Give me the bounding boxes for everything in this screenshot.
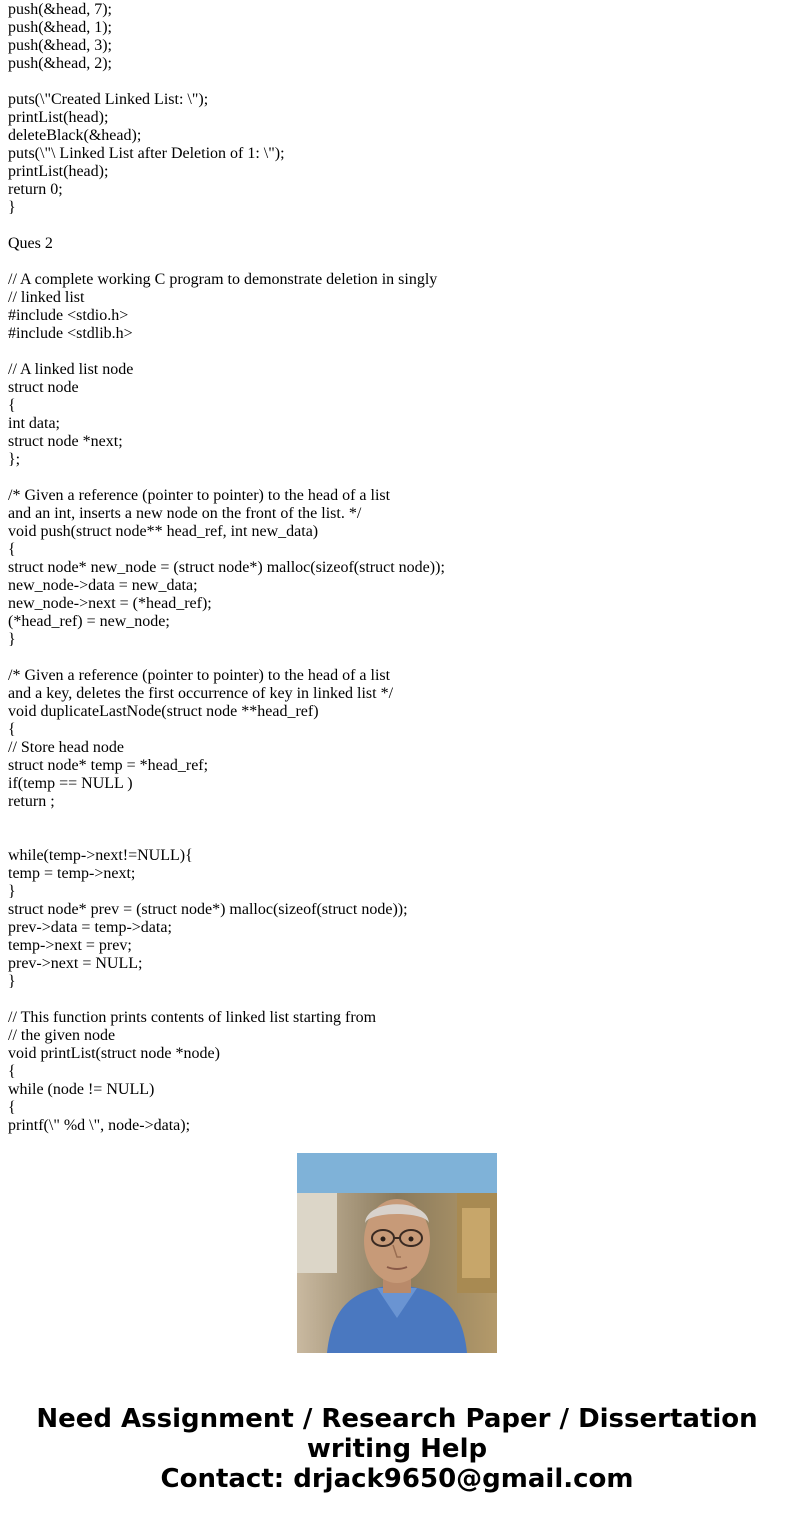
code-line [8, 991, 788, 1009]
code-line [8, 649, 788, 667]
code-line: while (node != NULL) [8, 1081, 155, 1098]
code-line: void duplicateLastNode(struct node **head_ref) [8, 703, 319, 720]
code-line: struct node* new_node = (struct node*) malloc(sizeof(struct node)); [8, 559, 445, 576]
code-line: // This function prints contents of linked list starting from [8, 1009, 377, 1026]
promo-headline: Need Assignment / Research Paper / Dissertation [36, 1404, 758, 1434]
code-line: push(&head, 1); [8, 19, 112, 36]
code-line: #include <stdio.h> [8, 307, 129, 324]
code-line: struct node [8, 379, 79, 396]
code-line: { [8, 541, 16, 558]
code-line: Ques 2 [8, 235, 53, 252]
code-line: // linked list [8, 289, 85, 306]
code-line: return 0; [8, 181, 63, 198]
code-line: { [8, 721, 16, 738]
code-line: struct node* temp = *head_ref; [8, 757, 209, 774]
code-line [8, 811, 788, 829]
code-line: { [8, 1099, 16, 1116]
code-line: push(&head, 2); [8, 55, 112, 72]
code-line [8, 829, 788, 847]
code-line: if(temp == NULL ) [8, 775, 133, 792]
code-line: temp->next = prev; [8, 937, 132, 954]
code-line: void printList(struct node *node) [8, 1045, 220, 1062]
code-line: { [8, 1063, 16, 1080]
promo-banner [0, 1404, 794, 1494]
code-line: { [8, 397, 16, 414]
code-line: printList(head); [8, 163, 109, 180]
promo-contact: Contact: drjack9650@gmail.com [160, 1464, 634, 1494]
code-line: } [8, 631, 16, 648]
code-line: struct node* prev = (struct node*) malloc(sizeof(struct node)); [8, 901, 408, 918]
code-line: puts(\"Created Linked List: \"); [8, 91, 209, 108]
code-line: /* Given a reference (pointer to pointer) to the head of a list [8, 487, 391, 504]
code-line: #include <stdlib.h> [8, 325, 133, 342]
code-line [8, 469, 788, 487]
code-line: new_node->next = (*head_ref); [8, 595, 212, 612]
code-line: temp = temp->next; [8, 865, 136, 882]
code-line: printf(\" %d \", node->data); [8, 1117, 191, 1134]
code-line: return ; [8, 793, 55, 810]
code-line: struct node *next; [8, 433, 123, 450]
code-line [8, 253, 788, 271]
promo-subheadline: writing Help [306, 1434, 488, 1464]
code-line: and an int, inserts a new node on the front of the list. */ [8, 505, 362, 522]
code-line: deleteBlack(&head); [8, 127, 142, 144]
author-photo [297, 1153, 497, 1353]
code-line: } [8, 973, 16, 990]
code-line [8, 343, 788, 361]
code-line: and a key, deletes the first occurrence of key in linked list */ [8, 685, 394, 702]
code-line: (*head_ref) = new_node; [8, 613, 170, 630]
code-line: /* Given a reference (pointer to pointer) to the head of a list [8, 667, 391, 684]
code-line: new_node->data = new_data; [8, 577, 198, 594]
code-line: prev->next = NULL; [8, 955, 143, 972]
code-line [8, 217, 788, 235]
code-line: push(&head, 7); [8, 1, 112, 18]
portrait-image [297, 1153, 497, 1353]
code-line: while(temp->next!=NULL){ [8, 847, 193, 864]
code-line: int data; [8, 415, 60, 432]
code-line: }; [8, 451, 21, 468]
code-listing [8, 1, 788, 1134]
code-line: push(&head, 3); [8, 37, 112, 54]
code-line: } [8, 199, 16, 216]
code-line: // A complete working C program to demonstrate deletion in singly [8, 271, 438, 288]
code-line: void push(struct node** head_ref, int new_data) [8, 523, 319, 540]
code-line: prev->data = temp->data; [8, 919, 172, 936]
code-line [8, 73, 788, 91]
code-line: // A linked list node [8, 361, 134, 378]
code-line: } [8, 883, 16, 900]
code-line: printList(head); [8, 109, 109, 126]
code-line: // the given node [8, 1027, 116, 1044]
code-line: puts(\"\ Linked List after Deletion of 1: \"); [8, 145, 285, 162]
code-line: // Store head node [8, 739, 124, 756]
